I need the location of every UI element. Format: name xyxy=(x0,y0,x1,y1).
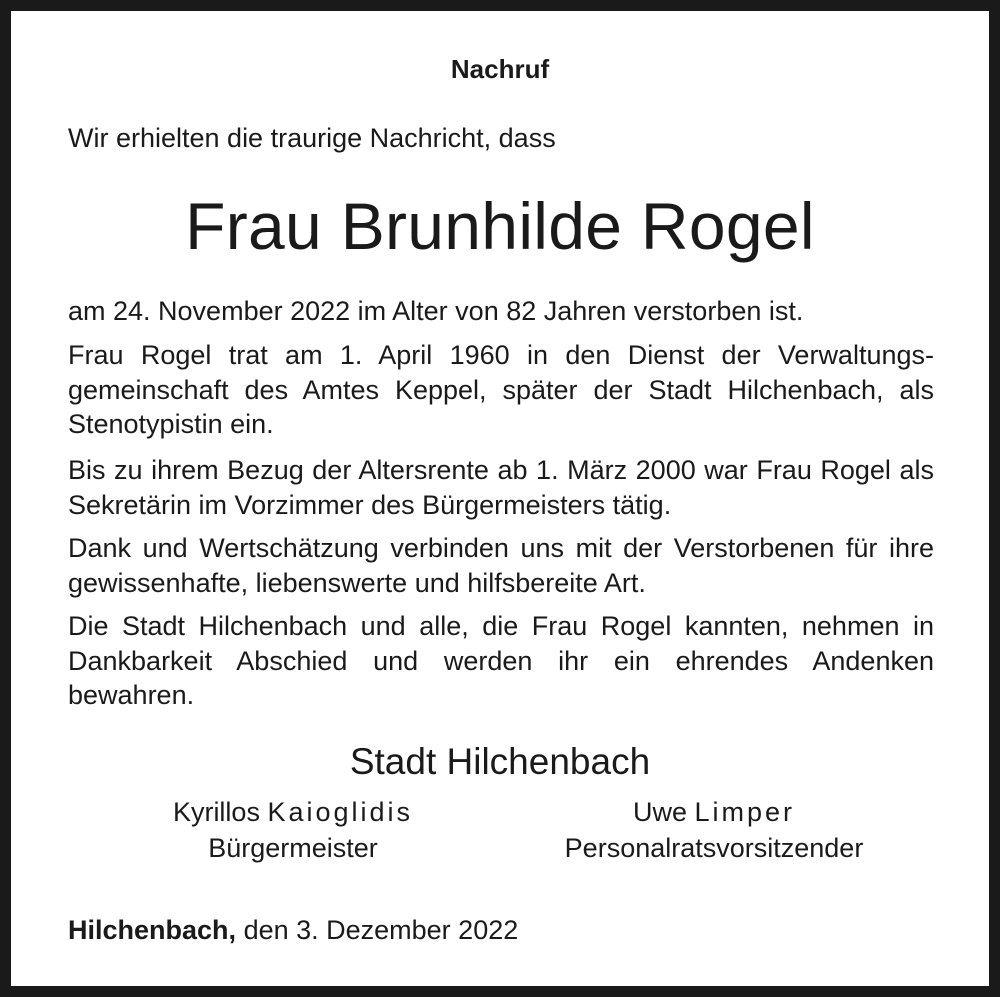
signatory-first-name: Kyrillos xyxy=(172,797,260,827)
signatory-title: Personalratsvorsitzender xyxy=(564,833,864,863)
signatory-staff-council xyxy=(534,794,894,866)
notice-heading: Nachruf xyxy=(450,54,550,84)
closing-place: Hilchenbach, xyxy=(68,915,237,945)
closing-date: den 3. Dezember 2022 xyxy=(243,915,519,945)
signatory-name xyxy=(128,794,458,830)
paragraph-gratitude: Dank und Wertschätzung verbinden uns mit der Verstorbenen für ihre gewissenhafte, liebenswerte und hilfsbereite Art. xyxy=(68,533,934,598)
organization-name: Stadt Hilchenbach xyxy=(349,741,651,782)
signatory-last-name: Kaioglidis xyxy=(267,797,414,827)
paragraph-retirement: Bis zu ihrem Bezug der Altersrente ab 1. März 2000 war Frau Rogel als Sekretärin im Vorzimmer des Bürgermeisters tätig. xyxy=(68,455,934,520)
intro-line: Wir erhielten die traurige Nachricht, dass xyxy=(68,123,556,153)
paragraph-farewell: Die Stadt Hilchenbach und alle, die Frau Rogel kannten, nehmen in Dankbarkeit Abschied und werden ihr ein ehrendes Andenken bewahren. xyxy=(68,611,934,710)
signatory-first-name: Uwe xyxy=(632,797,687,827)
signatory-last-name: Limper xyxy=(694,797,796,827)
signatory-name xyxy=(534,794,894,830)
signatory-mayor xyxy=(128,794,458,866)
closing-line xyxy=(68,910,518,950)
paragraph-employment-start-text: Frau Rogel trat am 1. April 1960 in den Dienst der Verwaltungs-gemeinschaft des Amtes Keppel, später der Stadt Hilchenbach, als Stenotypistin ein. xyxy=(68,340,934,439)
signatory-title: Bürgermeister xyxy=(208,833,378,863)
paragraph-death-date: am 24. November 2022 im Alter von 82 Jahren verstorben ist. xyxy=(68,296,804,326)
paragraph-employment-start xyxy=(68,338,934,442)
deceased-name: Frau Brunhilde Rogel xyxy=(185,189,815,263)
